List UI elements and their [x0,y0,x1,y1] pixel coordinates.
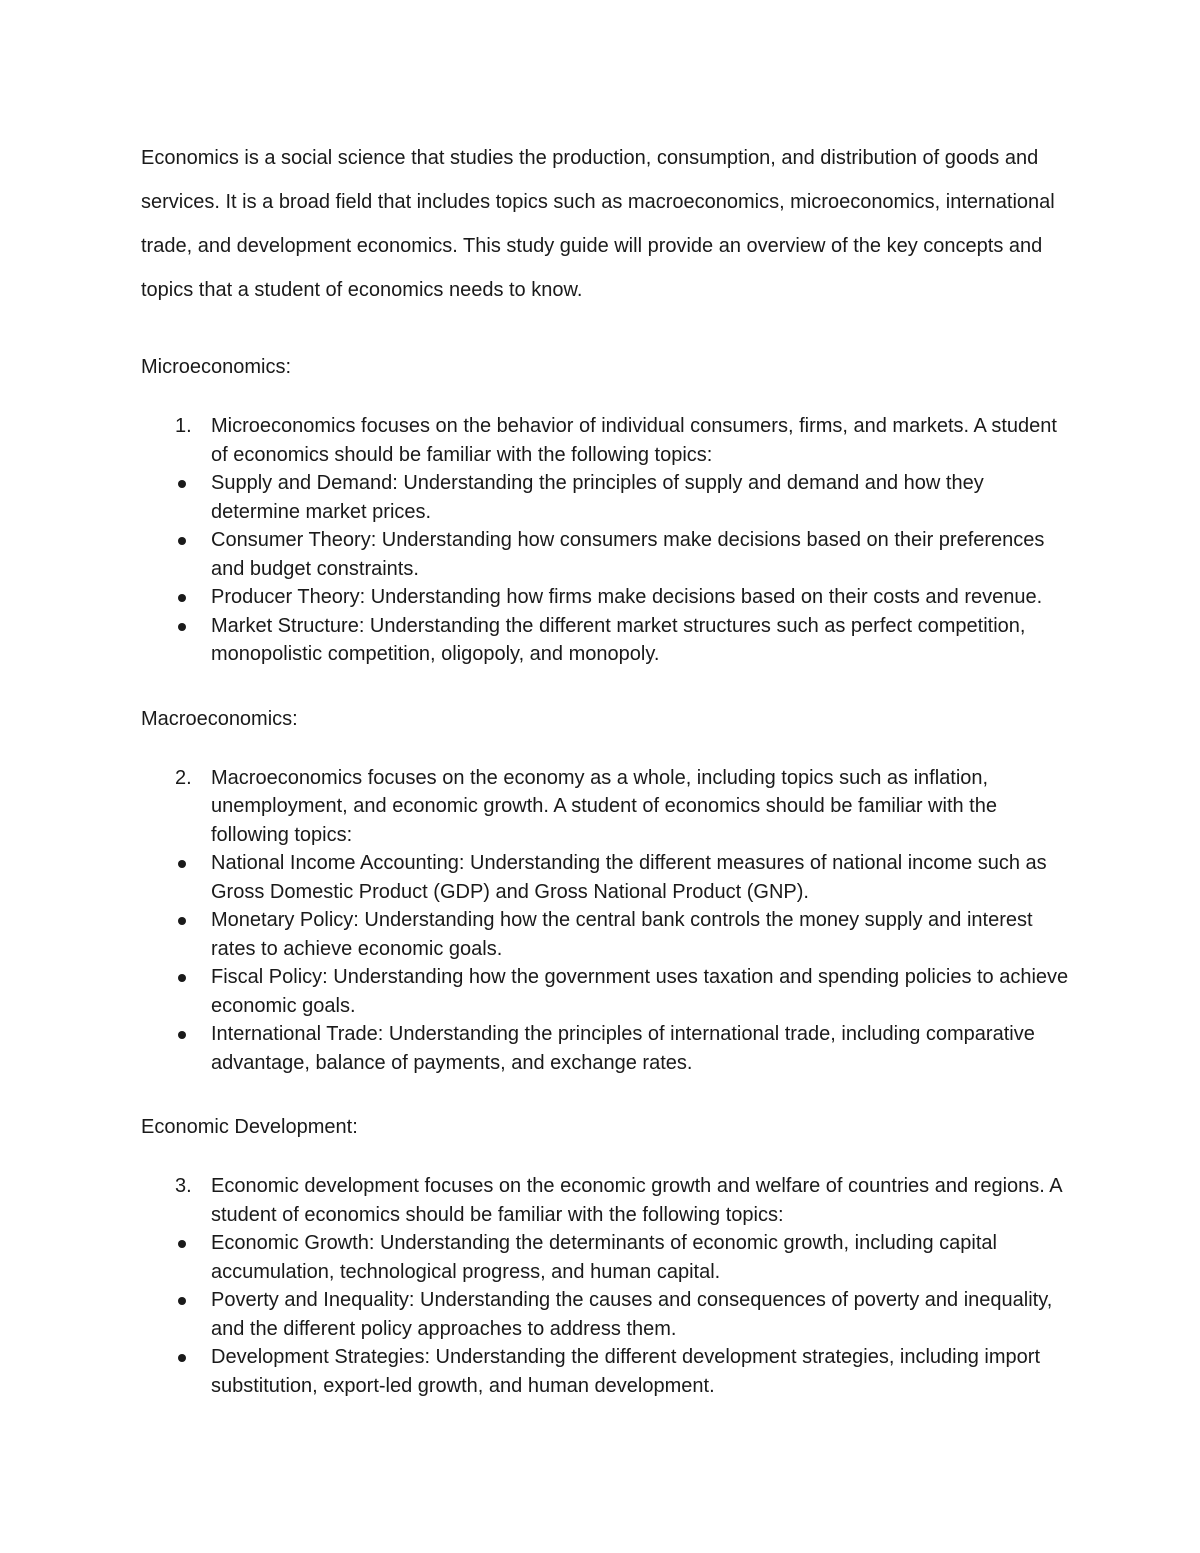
bullet-icon [178,1031,186,1039]
bullet-item [141,1229,1071,1286]
intro-paragraph: Economics is a social science that studies the production, consumption, and distribution of goods and services. It is a broad field that includes topics such as macroeconomics, microeconomics, international trade, and development economics. This study guide will provide an overview of the key concepts and topics that a student of economics needs to know. [141,147,1055,301]
section-heading-economic-development: Economic Development: [141,1116,358,1138]
bullet-item [141,906,1071,963]
numbered-item [141,764,1071,850]
bullet-icon [178,860,186,868]
bullet-icon [178,623,186,631]
bullet-icon [178,1240,186,1248]
bullet-item [141,1343,1071,1400]
bullet-item [141,469,1071,526]
bullet-icon [178,974,186,982]
list-number: 1. [175,415,192,437]
bullet-item [141,963,1071,1020]
bullet-text: Market Structure: Understanding the different market structures such as perfect competition, monopolistic competition, oligopoly, and monopoly. [211,614,1026,665]
bullet-icon [178,594,186,602]
section-heading-microeconomics: Microeconomics: [141,356,292,378]
section-body-macroeconomics [141,764,1071,1078]
numbered-item-text: Economic development focuses on the economic growth and welfare of countries and regions. A student of economics should be familiar with the following topics: [211,1175,1062,1226]
bullet-text: Supply and Demand: Understanding the principles of supply and demand and how they determine market prices. [211,472,984,523]
document-page [141,136,1071,1400]
bullet-text: Development Strategies: Understanding the different development strategies, including import substitution, export-led growth, and human development. [211,1346,1040,1397]
bullet-text: Consumer Theory: Understanding how consumers make decisions based on their preferences and budget constraints. [211,529,1045,580]
bullet-item [141,526,1071,583]
section-heading-macroeconomics: Macroeconomics: [141,707,298,730]
bullet-text: Producer Theory: Understanding how firms make decisions based on their costs and revenue. [211,586,1043,608]
bullet-text: National Income Accounting: Understanding the different measures of national income such as Gross Domestic Product (GDP) and Gross National Product (GNP). [211,852,1047,903]
bullet-icon [178,480,186,488]
list-number: 3. [175,1175,192,1197]
bullet-item [141,849,1071,906]
bullet-item [141,583,1071,612]
bullet-icon [178,537,186,545]
numbered-item [141,412,1071,469]
section-body-economic-development [141,1172,1071,1400]
numbered-item [141,1172,1071,1229]
bullet-item [141,612,1071,669]
list-number: 2. [175,766,192,789]
numbered-item-text: Macroeconomics focuses on the economy as a whole, including topics such as inflation, unemployment, and economic growth. A student of economics should be familiar with the following topics: [211,766,997,846]
bullet-text: Poverty and Inequality: Understanding the causes and consequences of poverty and inequality, and the different policy approaches to address them. [211,1289,1053,1340]
bullet-item [141,1020,1071,1077]
bullet-text: Fiscal Policy: Understanding how the government uses taxation and spending policies to achieve economic goals. [211,966,1069,1017]
bullet-text: Economic Growth: Understanding the determinants of economic growth, including capital accumulation, technological progress, and human capital. [211,1232,997,1283]
bullet-text: International Trade: Understanding the principles of international trade, including comparative advantage, balance of payments, and exchange rates. [211,1023,1035,1074]
section-body-microeconomics [141,412,1071,669]
bullet-icon [178,1297,186,1305]
bullet-icon [178,1354,186,1362]
numbered-item-text: Microeconomics focuses on the behavior of individual consumers, firms, and markets. A student of economics should be familiar with the following topics: [211,415,1057,466]
bullet-text: Monetary Policy: Understanding how the central bank controls the money supply and interest rates to achieve economic goals. [211,909,1033,960]
bullet-icon [178,917,186,925]
bullet-item [141,1286,1071,1343]
